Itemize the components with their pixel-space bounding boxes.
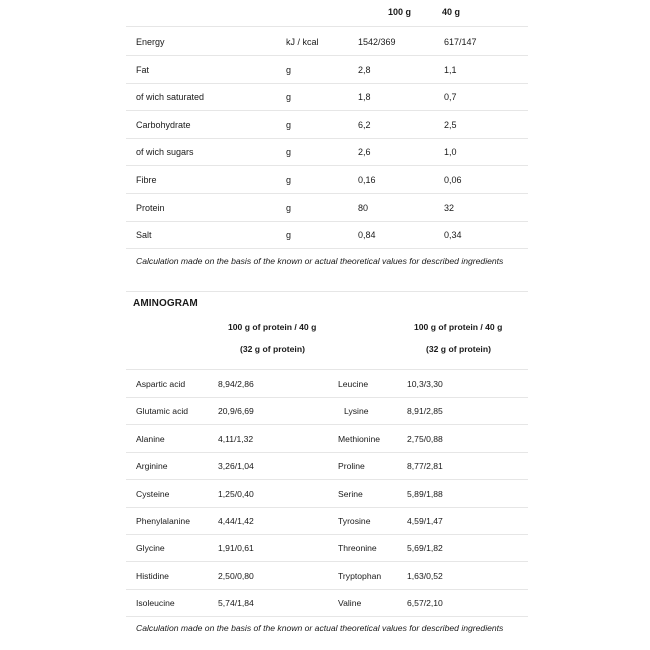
nutrient-name: Protein <box>136 203 165 213</box>
amino-acid-name: Proline <box>338 461 365 471</box>
nutrient-unit: g <box>286 65 292 75</box>
aminogram-footnote: Calculation made on the basis of the known or actual theoretical values for described ingredients <box>136 623 504 633</box>
nutrient-value-40g: 0,34 <box>444 230 462 240</box>
nutrition-sheet <box>126 0 528 650</box>
nutrient-name: of wich saturated <box>136 92 205 102</box>
nutrient-unit: g <box>286 203 292 213</box>
nutrient-value-40g: 1,0 <box>444 147 457 157</box>
amino-acid-name: Valine <box>338 598 362 608</box>
amino-acid-value: 2,75/0,88 <box>407 434 443 444</box>
nutrient-value-100g: 6,2 <box>358 120 371 130</box>
nutrient-value-100g: 2,6 <box>358 147 371 157</box>
amino-acid-name: Tyrosine <box>338 516 371 526</box>
amino-acid-name: Leucine <box>338 379 369 389</box>
aminogram-header-left-line1: 100 g of protein / 40 g <box>228 322 317 332</box>
table-row <box>126 194 528 222</box>
amino-acid-value: 20,9/6,69 <box>218 406 254 416</box>
amino-acid-value: 6,57/2,10 <box>407 598 443 608</box>
nutrient-unit: g <box>286 230 292 240</box>
amino-acid-name: Phenylalanine <box>136 516 190 526</box>
amino-acid-name: Tryptophan <box>338 571 382 581</box>
nutrient-value-40g: 32 <box>444 203 455 213</box>
table-row <box>126 590 528 617</box>
table-row <box>126 481 528 508</box>
amino-acid-name: Histidine <box>136 571 169 581</box>
table-row <box>126 426 528 453</box>
amino-acid-name: Glycine <box>136 543 165 553</box>
nutrient-name: Fibre <box>136 175 157 185</box>
table-row <box>126 56 528 84</box>
amino-acid-value: 8,77/2,81 <box>407 461 443 471</box>
amino-acid-value: 5,89/1,88 <box>407 489 443 499</box>
nutrient-unit: g <box>286 92 292 102</box>
nutrient-value-40g: 1,1 <box>444 65 457 75</box>
table-row <box>126 508 528 535</box>
amino-acid-name: Lysine <box>344 406 369 416</box>
column-header-100g: 100 g <box>388 7 412 17</box>
nutrient-value-100g: 0,84 <box>358 230 376 240</box>
amino-acid-name: Arginine <box>136 461 168 471</box>
amino-acid-value: 1,91/0,61 <box>218 543 254 553</box>
amino-acid-name: Aspartic acid <box>136 379 186 389</box>
table-row <box>126 111 528 139</box>
aminogram-header-right-line1: 100 g of protein / 40 g <box>414 322 503 332</box>
nutrient-value-40g: 0,06 <box>444 175 462 185</box>
table-row <box>126 221 528 249</box>
amino-acid-value: 3,26/1,04 <box>218 461 254 471</box>
amino-acid-name: Isoleucine <box>136 598 175 608</box>
amino-acid-value: 1,25/0,40 <box>218 489 254 499</box>
nutrient-name: Carbohydrate <box>136 120 191 130</box>
table-row <box>126 398 528 425</box>
nutrient-value-100g: 1542/369 <box>358 37 396 47</box>
amino-acid-value: 4,59/1,47 <box>407 516 443 526</box>
nutrient-value-100g: 0,16 <box>358 175 376 185</box>
nutrient-unit: kJ / kcal <box>286 37 319 47</box>
amino-acid-value: 8,91/2,85 <box>407 406 443 416</box>
amino-acid-value: 5,69/1,82 <box>407 543 443 553</box>
nutrition-table-header <box>126 0 528 27</box>
table-row <box>126 535 528 562</box>
table-row <box>126 138 528 166</box>
aminogram-header-right-line2: (32 g of protein) <box>426 344 491 354</box>
amino-acid-name: Threonine <box>338 543 377 553</box>
section-divider <box>126 291 528 292</box>
nutrient-value-100g: 1,8 <box>358 92 371 102</box>
amino-acid-name: Methionine <box>338 434 381 444</box>
amino-acid-value: 5,74/1,84 <box>218 598 254 608</box>
nutrient-name: of wich sugars <box>136 147 194 157</box>
nutrient-name: Salt <box>136 230 152 240</box>
amino-acid-value: 2,50/0,80 <box>218 571 254 581</box>
aminogram-title: AMINOGRAM <box>133 298 198 309</box>
nutrient-value-40g: 0,7 <box>444 92 457 102</box>
amino-acid-value: 4,44/1,42 <box>218 516 254 526</box>
amino-acid-name: Glutamic acid <box>136 406 189 416</box>
column-header-40g: 40 g <box>442 7 461 17</box>
nutrient-value-100g: 80 <box>358 203 369 213</box>
aminogram-header-left-line2: (32 g of protein) <box>240 344 305 354</box>
table-row <box>126 83 528 111</box>
nutrient-value-100g: 2,8 <box>358 65 371 75</box>
amino-acid-name: Cysteine <box>136 489 170 499</box>
nutrient-name: Energy <box>136 37 165 47</box>
nutrient-unit: g <box>286 175 292 185</box>
table-row <box>126 28 528 56</box>
nutrient-unit: g <box>286 120 292 130</box>
nutrient-value-40g: 2,5 <box>444 120 457 130</box>
aminogram-table-header <box>126 316 528 370</box>
amino-acid-value: 1,63/0,52 <box>407 571 443 581</box>
amino-acid-name: Serine <box>338 489 363 499</box>
amino-acid-value: 10,3/3,30 <box>407 379 443 389</box>
amino-acid-value: 8,94/2,86 <box>218 379 254 389</box>
table-row <box>126 563 528 590</box>
nutrient-value-40g: 617/147 <box>444 37 477 47</box>
nutrient-unit: g <box>286 147 292 157</box>
table-row <box>126 166 528 194</box>
table-row <box>126 453 528 480</box>
nutrient-name: Fat <box>136 65 150 75</box>
amino-acid-name: Alanine <box>136 434 165 444</box>
nutrition-footnote: Calculation made on the basis of the known or actual theoretical values for described ingredients <box>136 256 504 266</box>
amino-acid-value: 4,11/1,32 <box>218 434 254 444</box>
table-row <box>126 371 528 398</box>
